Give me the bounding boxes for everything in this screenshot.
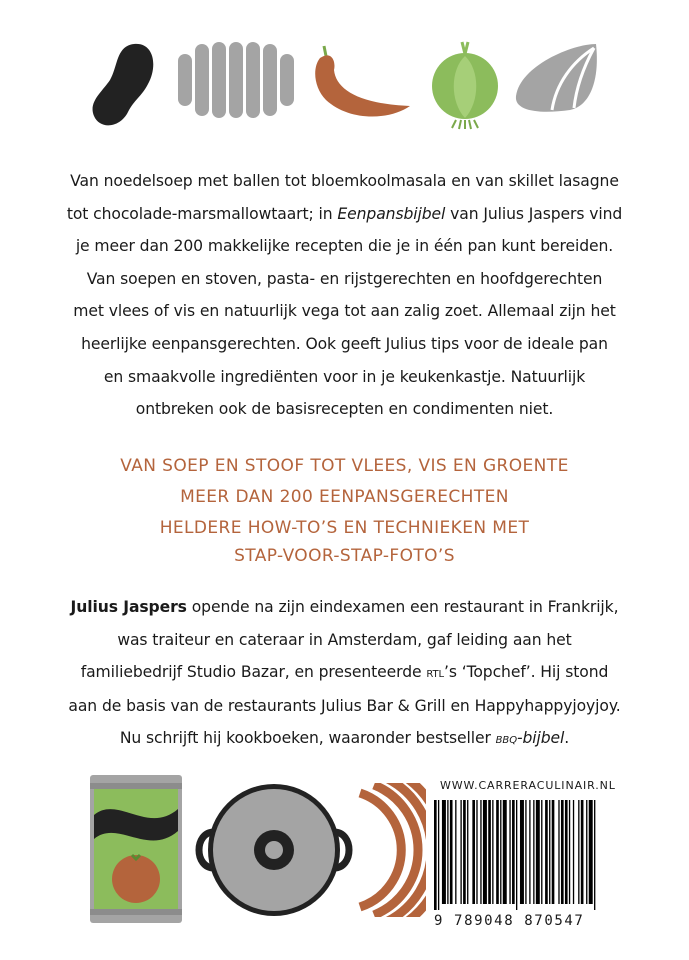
bacon-icon [356, 783, 426, 917]
barcode-bar [533, 800, 534, 904]
barcode-bar [460, 800, 461, 904]
barcode-bar [549, 800, 550, 904]
barcode-bar [545, 800, 548, 904]
pot-icon [190, 780, 358, 920]
blurb-line: Van noedelsoep met ballen tot bloemkoolmasala en van skillet lasagne [70, 172, 619, 190]
author-name: Julius Jaspers [70, 598, 187, 616]
bio-line [60, 591, 629, 624]
blurb-line: ontbreken ook de basisrecepten en condimenten niet. [135, 400, 554, 419]
blurb-text: van Julius Jaspers vind [445, 204, 623, 223]
bbq-abbrev: bbq [495, 731, 517, 748]
pasta-icon [178, 40, 296, 120]
barcode-bar [529, 800, 530, 904]
barcode-bar [565, 800, 568, 904]
blurb-line: en smaakvolle ingrediënten voor in je keukenkastje. Natuurlijk [103, 367, 586, 386]
bbq-book-title [496, 729, 565, 747]
barcode-bar [496, 800, 499, 904]
barcode-bar [442, 800, 446, 904]
barcode-bar [561, 800, 564, 904]
blurb-text: tot chocolade-marsmallowtaart; in [66, 204, 338, 223]
bio-text: familiebedrijf Studio Bazar, en presenteerde [80, 663, 427, 682]
highlight-line: VAN SOEP EN STOOF TOT VLEES, VIS EN GROENTE [120, 456, 569, 476]
book-title: Eenpansbijbel [337, 204, 446, 223]
blurb-line: met vlees of vis en natuurlijk vega tot aan zalig zoet. Allemaal zijn het [73, 302, 616, 321]
highlight-line: MEER DAN 200 EENPANSGERECHTEN [180, 487, 509, 507]
highlight-line: STAP-VOOR-STAP-FOTO’S [234, 546, 455, 566]
barcode-bar [516, 800, 517, 910]
website-url: WWW.CARRERACULINAIR.NL [440, 779, 616, 792]
barcode-bar [447, 800, 448, 904]
bio-line: aan de basis van de restaurants Julius Bar & Grill en Happyhappyjoyjoy. [68, 696, 621, 715]
barcode-bar [573, 800, 574, 904]
barcode-bar [455, 800, 456, 904]
bbq-suffix: -bijbel [516, 729, 565, 748]
barcode-bar [450, 800, 453, 904]
barcode-bar [472, 800, 475, 904]
barcode-bar [509, 800, 510, 904]
barcode-bar [467, 800, 468, 904]
barcode-bar [525, 800, 526, 904]
barcode-bar [434, 800, 437, 910]
barcode-bar [541, 800, 542, 904]
barcode-bar [476, 800, 477, 904]
barcode-bar [512, 800, 515, 904]
bio-line [60, 722, 629, 756]
barcode-bar [488, 800, 491, 904]
description-text [62, 165, 627, 426]
barcode [434, 800, 598, 910]
top-icon-row [0, 40, 689, 140]
barcode-bar [578, 800, 579, 904]
barcode-bar [536, 800, 540, 904]
bio-text: Nu schrijft hij kookboeken, waaronder bestseller [119, 729, 496, 748]
barcode-bar [594, 800, 595, 910]
barcode-bar [492, 800, 493, 904]
bio-text: opende na zijn eindexamen een restaurant in Frankrijk, [186, 598, 619, 616]
barcode-bar [500, 800, 501, 904]
bio-text: . [564, 729, 570, 748]
rtl-abbrev: rtl [426, 665, 444, 682]
chili-pepper-icon [310, 40, 414, 122]
blurb-line: Van soepen en stoven, pasta- en rijstgerechten en hoofdgerechten [86, 269, 603, 288]
bio-line: was traiteur en cateraar in Amsterdam, gaf leiding aan het [117, 630, 572, 649]
barcode-bar [520, 800, 524, 904]
author-bio [60, 591, 629, 756]
barcode-bar [552, 800, 555, 904]
tomato-can-icon [88, 775, 184, 923]
barcode-bar [463, 800, 466, 904]
isbn-number: 9 789048 870547 [434, 913, 585, 929]
bean-icon [88, 40, 160, 130]
bio-line [60, 656, 629, 690]
garlic-icon [512, 40, 600, 116]
blurb-line: heerlijke eenpansgerechten. Ook geeft Julius tips voor de ideale pan [81, 334, 608, 353]
barcode-bar [503, 800, 507, 904]
barcode-bar [581, 800, 584, 904]
barcode-bar [483, 800, 487, 904]
blurb-line: je meer dan 200 makkelijke recepten die je in één pan kunt bereiden. [75, 237, 614, 256]
barcode-bar [589, 800, 593, 904]
barcode-bar [586, 800, 587, 904]
blurb-line [62, 198, 627, 231]
onion-icon [428, 40, 502, 130]
barcode-bar [569, 800, 570, 904]
highlight-line: HELDERE HOW-TO’S EN TECHNIEKEN MET [159, 518, 530, 538]
barcode-bar [480, 800, 481, 904]
highlights [60, 452, 629, 570]
bio-text: ’s ‘Topchef’. Hij stond [443, 663, 609, 682]
barcode-bar [558, 800, 559, 904]
barcode-bar [438, 800, 439, 910]
